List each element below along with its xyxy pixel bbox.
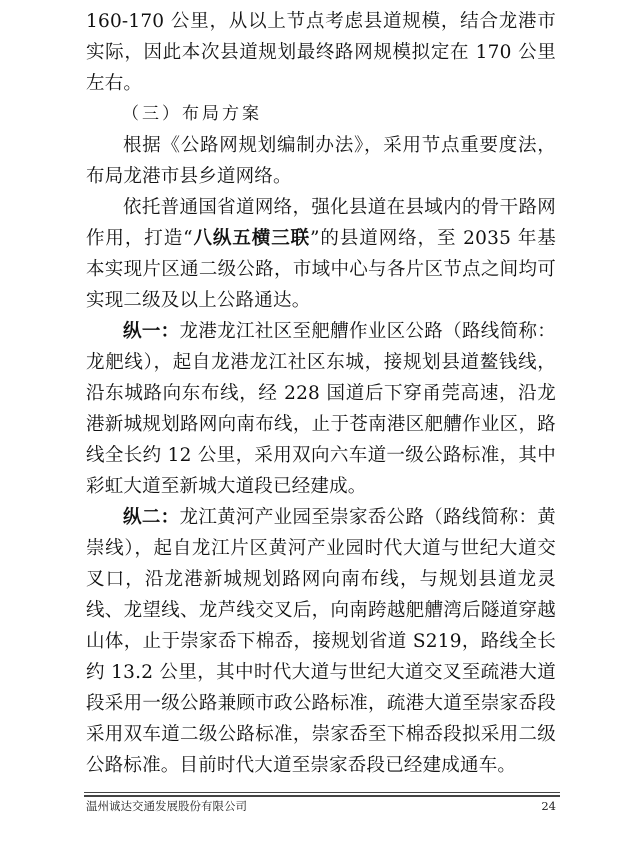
route-text-zong2: 龙江黄河产业园至崇家岙公路（路线简称：黄崇线），起自龙江片区黄河产业园时代大道与世纪大道交叉口，沿龙港新城规划路网向南布线，与规划县道龙灵线、龙望线、龙芦线交叉后，向南跨越舥艚湾后隧道穿越山体，止于崇家岙下棉岙，接规划省道 S219，路线全长约 13.2 公里，其中时代大道与世纪大道交叉至疏港大道段采用一级公路兼顾市政公路标准，疏港大道至崇家岙段采用双车道二级公路标准，崇家岙至下棉岙段拟采用二级公路标准。目前时代大道至崇家岙段已经建成通车。 bbox=[86, 507, 556, 776]
network-text-post: ”的县道网络，至 2035 年基本实现片区通二级公路，市域中心与各片区节点之间均可实现二级及以上公路通达。 bbox=[86, 228, 556, 311]
footer-page-number: 24 bbox=[541, 799, 556, 813]
network-text-pre: 依托普通国省道网络，强化县道在县域内的骨干路网作用，打造“ bbox=[86, 197, 556, 249]
paragraph-method: 根据《公路网规划编制办法》，采用节点重要度法，布局龙港市县乡道网络。 bbox=[86, 135, 556, 187]
network-name-bold: 八纵五横三联 bbox=[192, 228, 311, 249]
route-label-zong2: 纵二： bbox=[123, 507, 180, 528]
section-heading-layout-plan: （三）布局方案 bbox=[122, 104, 262, 124]
paragraph-network-overview bbox=[86, 192, 556, 316]
paragraph-road-scale: 160-170 公里，从以上节点考虑县道规模，结合龙港市实际，因此本次县道规划最终路网规模拟定在 170 公里左右。 bbox=[86, 11, 556, 94]
route-label-zong1: 纵一： bbox=[123, 321, 180, 342]
paragraph-route-zong2 bbox=[86, 502, 556, 781]
footer-company-name: 温州诚达交通发展股份有限公司 bbox=[86, 799, 247, 813]
footer-divider-thin bbox=[84, 792, 560, 793]
route-text-zong1: 龙港龙江社区至舥艚作业区公路（路线简称：龙舥线），起自龙港龙江社区东城，接规划县道鳌钱线，沿东城路向东布线，经 228 国道后下穿甬莞高速，沿龙港新城规划路网向南布线，止于苍南港区舥艚作业区，路线全长约 12 公里，采用双向六车道一级公路标准，其中彩虹大道至新城大道段已经建成。 bbox=[86, 321, 556, 497]
page-body bbox=[86, 6, 556, 781]
paragraph-route-zong1 bbox=[86, 316, 556, 502]
footer-divider-thick bbox=[84, 795, 560, 797]
